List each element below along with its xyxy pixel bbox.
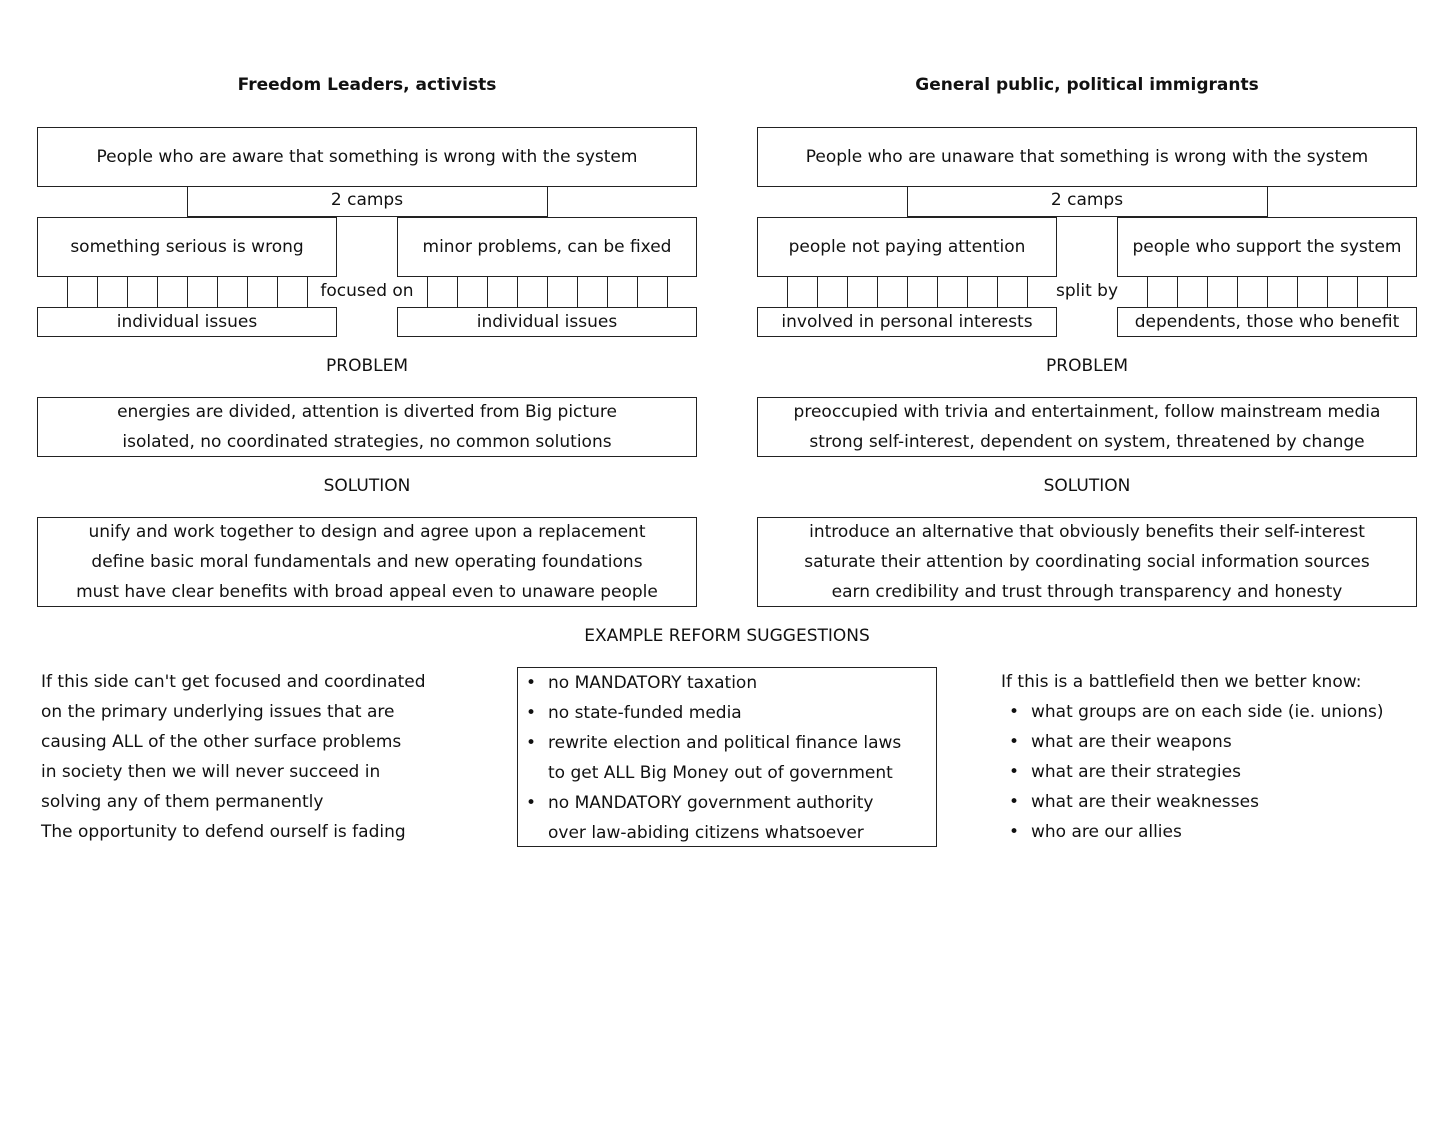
bullet-icon: • <box>1009 822 1020 842</box>
left-camp-a-text: something serious is wrong <box>70 237 304 257</box>
bullet-icon: • <box>526 733 537 753</box>
right-connector-label: split by <box>1055 281 1118 301</box>
left-camps-label: 2 camps <box>330 190 404 210</box>
left-heading: Freedom Leaders, activists <box>237 75 497 95</box>
ladder-rung <box>937 277 938 307</box>
reform-suggestions-box <box>517 667 937 847</box>
ladder-rung <box>457 277 458 307</box>
battlefield-item-text: what are their weaknesses <box>1031 792 1259 812</box>
right-ladder-a <box>757 277 1057 307</box>
suggestion-text: to get ALL Big Money out of government <box>548 763 893 783</box>
left-solution-label: SOLUTION <box>323 476 411 496</box>
ladder-rung <box>217 277 218 307</box>
right-camp-b-text: people who support the system <box>1132 237 1402 257</box>
suggestion-text: rewrite election and political finance laws <box>548 733 902 753</box>
right-camp-a-text: people not paying attention <box>788 237 1026 257</box>
right-problem-box <box>757 397 1417 457</box>
right-bracket-stem-b <box>1267 187 1268 217</box>
ladder-rung <box>607 277 608 307</box>
left-bracket-stem-b <box>547 187 548 217</box>
ladder-rung <box>157 277 158 307</box>
left-sub-b-box <box>397 307 697 337</box>
suggestion-text: no state-funded media <box>548 703 742 723</box>
ladder-rung <box>487 277 488 307</box>
left-problem-line: energies are divided, attention is diverted from Big picture <box>117 402 617 422</box>
ladder-rung <box>1177 277 1178 307</box>
left-camp-a-box <box>37 217 337 277</box>
ladder-rung <box>787 277 788 307</box>
left-connector-label: focused on <box>320 281 414 301</box>
battlefield-item-text: what groups are on each side (ie. unions) <box>1031 702 1384 722</box>
ladder-rung <box>67 277 68 307</box>
ladder-rung <box>187 277 188 307</box>
suggestion-continuation <box>518 818 936 848</box>
right-problem-line: preoccupied with trivia and entertainment, follow mainstream media <box>793 402 1381 422</box>
left-problem-label: PROBLEM <box>326 356 408 376</box>
paragraph-line: solving any of them permanently <box>41 792 324 812</box>
suggestion-text: no MANDATORY taxation <box>548 673 758 693</box>
paragraph-line: causing ALL of the other surface problems <box>41 732 402 752</box>
ladder-rung <box>517 277 518 307</box>
paragraph-line: The opportunity to defend ourself is fading <box>41 822 406 842</box>
battlefield-intro: If this is a battlefield then we better know: <box>1001 672 1362 692</box>
suggestion-continuation <box>518 758 936 788</box>
ladder-rung <box>1027 277 1028 307</box>
ladder-rung <box>127 277 128 307</box>
paragraph-line: on the primary underlying issues that are <box>41 702 395 722</box>
ladder-rung <box>547 277 548 307</box>
right-solution-line: earn credibility and trust through transparency and honesty <box>831 582 1343 602</box>
ladder-rung <box>1327 277 1328 307</box>
left-solution-line: unify and work together to design and agree upon a replacement <box>88 522 646 542</box>
suggestion-text: no MANDATORY government authority <box>548 793 874 813</box>
bullet-icon: • <box>1009 762 1020 782</box>
battlefield-item <box>1001 697 1441 727</box>
right-sub-a-text: involved in personal interests <box>781 312 1033 332</box>
right-sub-a-box <box>757 307 1057 337</box>
ladder-rung <box>1387 277 1388 307</box>
right-sub-b-text: dependents, those who benefit <box>1134 312 1400 332</box>
right-camps-label: 2 camps <box>1050 190 1124 210</box>
right-problem-label: PROBLEM <box>1046 356 1128 376</box>
ladder-rung <box>997 277 998 307</box>
ladder-rung <box>307 277 308 307</box>
ladder-rung <box>907 277 908 307</box>
right-sub-b-box <box>1117 307 1417 337</box>
right-heading: General public, political immigrants <box>915 75 1259 95</box>
left-ladder-a <box>37 277 337 307</box>
bullet-icon: • <box>1009 792 1020 812</box>
right-camp-a-box <box>757 217 1057 277</box>
bullet-icon: • <box>1009 702 1020 722</box>
left-camp-b-text: minor problems, can be fixed <box>422 237 672 257</box>
left-sub-b-text: individual issues <box>476 312 618 332</box>
bullet-icon: • <box>1009 732 1020 752</box>
ladder-rung <box>277 277 278 307</box>
left-top-box-text: People who are aware that something is wrong with the system <box>96 147 638 167</box>
battlefield-item-text: what are their strategies <box>1031 762 1241 782</box>
left-camp-b-box <box>397 217 697 277</box>
suggestion-item <box>518 788 936 818</box>
right-problem-line: strong self-interest, dependent on system, threatened by change <box>809 432 1365 452</box>
right-solution-line: saturate their attention by coordinating social information sources <box>804 552 1370 572</box>
suggestion-text: over law-abiding citizens whatsoever <box>548 823 864 843</box>
ladder-rung <box>1357 277 1358 307</box>
right-ladder-b <box>1117 277 1417 307</box>
right-solution-box <box>757 517 1417 607</box>
ladder-rung <box>817 277 818 307</box>
right-solution-label: SOLUTION <box>1043 476 1131 496</box>
battlefield-item <box>1001 817 1441 847</box>
ladder-rung <box>427 277 428 307</box>
right-top-box-text: People who are unaware that something is wrong with the system <box>805 147 1369 167</box>
suggestion-item <box>518 728 936 758</box>
ladder-rung <box>247 277 248 307</box>
left-solution-line: must have clear benefits with broad appeal even to unaware people <box>76 582 658 602</box>
left-sub-a-text: individual issues <box>116 312 258 332</box>
bullet-icon: • <box>526 703 537 723</box>
ladder-rung <box>967 277 968 307</box>
reform-heading: EXAMPLE REFORM SUGGESTIONS <box>584 626 870 646</box>
reform-left-paragraph <box>41 667 481 847</box>
left-ladder-b <box>397 277 697 307</box>
ladder-rung <box>1297 277 1298 307</box>
battlefield-item <box>1001 727 1441 757</box>
suggestion-item <box>518 668 936 698</box>
ladder-rung <box>1267 277 1268 307</box>
bullet-icon: • <box>526 673 537 693</box>
left-problem-line: isolated, no coordinated strategies, no common solutions <box>122 432 612 452</box>
battlefield-item-text: what are their weapons <box>1031 732 1232 752</box>
right-top-box <box>757 127 1417 187</box>
ladder-rung <box>637 277 638 307</box>
ladder-rung <box>1147 277 1148 307</box>
left-top-box <box>37 127 697 187</box>
left-sub-a-box <box>37 307 337 337</box>
right-solution-line: introduce an alternative that obviously benefits their self-interest <box>809 522 1365 542</box>
left-problem-box <box>37 397 697 457</box>
battlefield-list <box>1001 667 1441 847</box>
ladder-rung <box>667 277 668 307</box>
battlefield-item <box>1001 787 1441 817</box>
left-solution-box <box>37 517 697 607</box>
ladder-rung <box>1237 277 1238 307</box>
ladder-rung <box>577 277 578 307</box>
paragraph-line: If this side can't get focused and coordinated <box>41 672 426 692</box>
ladder-rung <box>1207 277 1208 307</box>
right-camp-b-box <box>1117 217 1417 277</box>
bullet-icon: • <box>526 793 537 813</box>
ladder-rung <box>877 277 878 307</box>
suggestion-item <box>518 698 936 728</box>
ladder-rung <box>97 277 98 307</box>
paragraph-line: in society then we will never succeed in <box>41 762 381 782</box>
left-solution-line: define basic moral fundamentals and new operating foundations <box>91 552 643 572</box>
battlefield-item <box>1001 757 1441 787</box>
battlefield-item-text: who are our allies <box>1031 822 1182 842</box>
ladder-rung <box>847 277 848 307</box>
